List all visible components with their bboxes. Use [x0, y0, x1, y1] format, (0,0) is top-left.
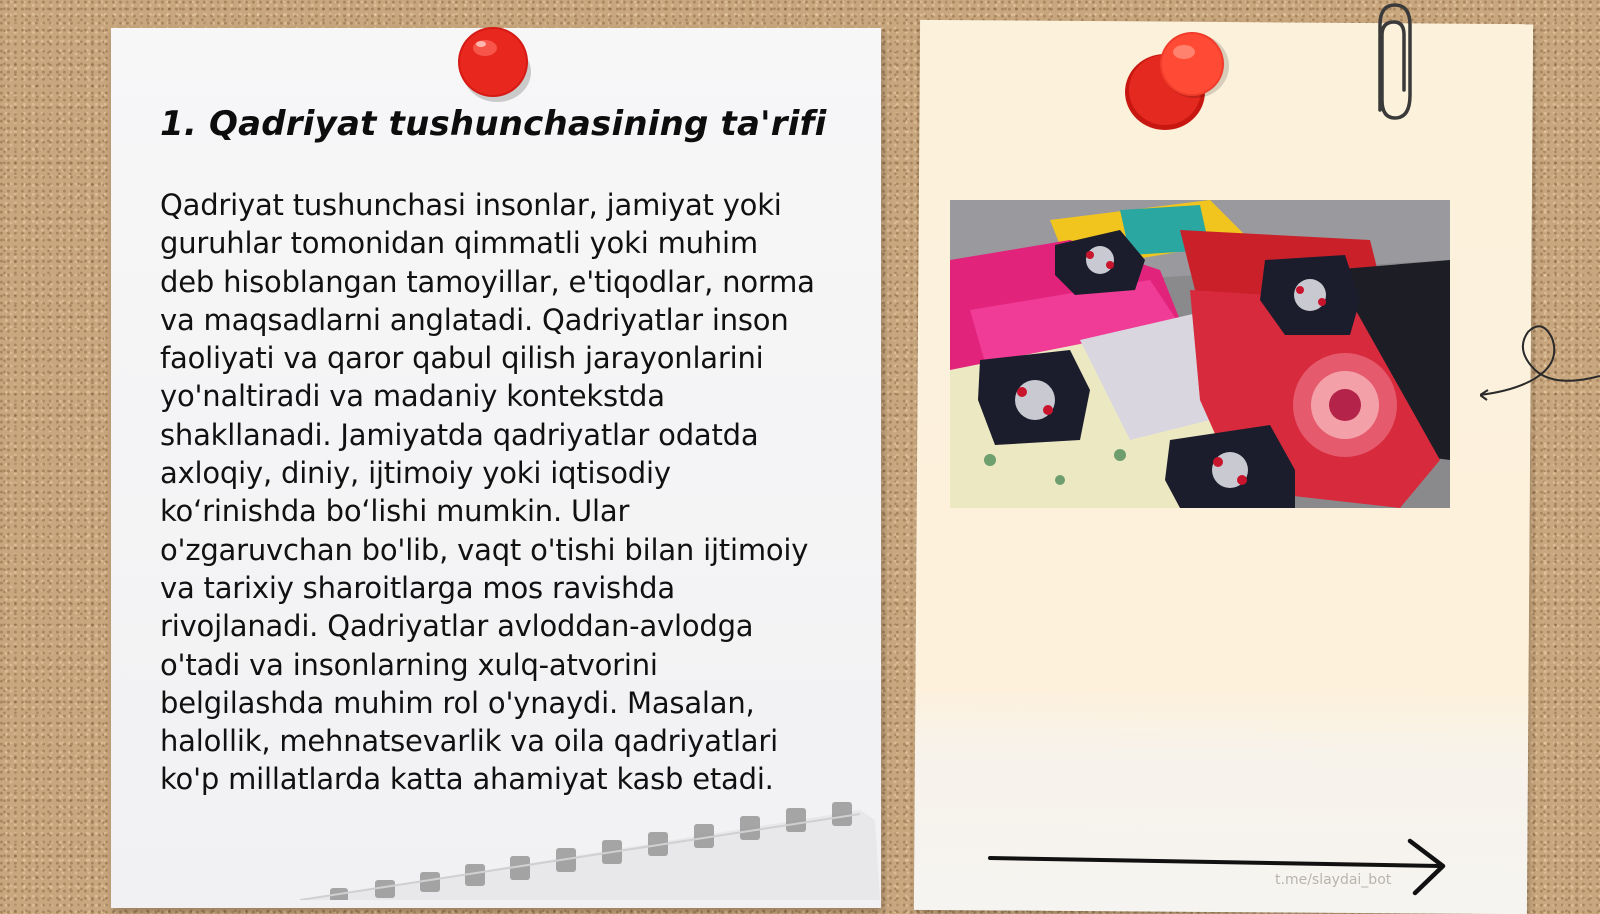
- body-line: o'zgaruvchan bo'lib, vaqt o'tishi bilan ijtimoiy: [160, 532, 809, 567]
- body-line: o'tadi va insonlarning xulq-atvorini: [160, 647, 658, 682]
- body-line: ko‘rinishda bo‘lishi mumkin. Ular: [160, 494, 630, 529]
- slide-heading: 1. Qadriyat tushunchasining ta'rifi: [160, 104, 827, 144]
- body-line: va tarixiy sharoitlarga mos ravishda: [160, 570, 675, 605]
- body-line: yo'naltiradi va madaniy kontekstda: [160, 379, 665, 414]
- body-line: guruhlar tomonidan qimmatli yoki muhim: [160, 226, 758, 261]
- body-line: ko'p millatlarda katta ahamiyat kasb etadi.: [160, 762, 774, 797]
- body-line: shakllanadi. Jamiyatda qadriyatlar odatda: [160, 417, 759, 452]
- watermark-text: t.me/slaydai_bot: [1275, 872, 1392, 888]
- decorative-swirl: [1480, 310, 1600, 410]
- body-line: deb hisoblangan tamoyillar, e'tiqodlar, norma: [160, 264, 815, 299]
- body-line: Qadriyat tushunchasi insonlar, jamiyat yoki: [160, 188, 782, 222]
- body-line: belgilashda muhim rol o'ynaydi. Masalan,: [160, 685, 755, 720]
- torn-paper-edge: [300, 800, 880, 900]
- push-pin-icon: [1120, 32, 1230, 132]
- embroidered-textiles-photo: [950, 200, 1450, 508]
- body-line: halollik, mehnatsevarlik va oila qadriyatlari: [160, 724, 778, 759]
- body-paragraph: [160, 186, 850, 799]
- body-line: axloqiy, diniy, ijtimoiy yoki iqtisodiy: [160, 456, 671, 491]
- push-pin-icon: [455, 24, 533, 102]
- body-line: faoliyati va qaror qabul qilish jarayonlarini: [160, 341, 764, 376]
- body-line: rivojlanadi. Qadriyatlar avloddan-avlodga: [160, 609, 754, 644]
- arrow-right-icon: [985, 838, 1455, 898]
- body-line: va maqsadlarni anglatadi. Qadriyatlar inson: [160, 302, 789, 337]
- paperclip-icon: [1372, 0, 1418, 125]
